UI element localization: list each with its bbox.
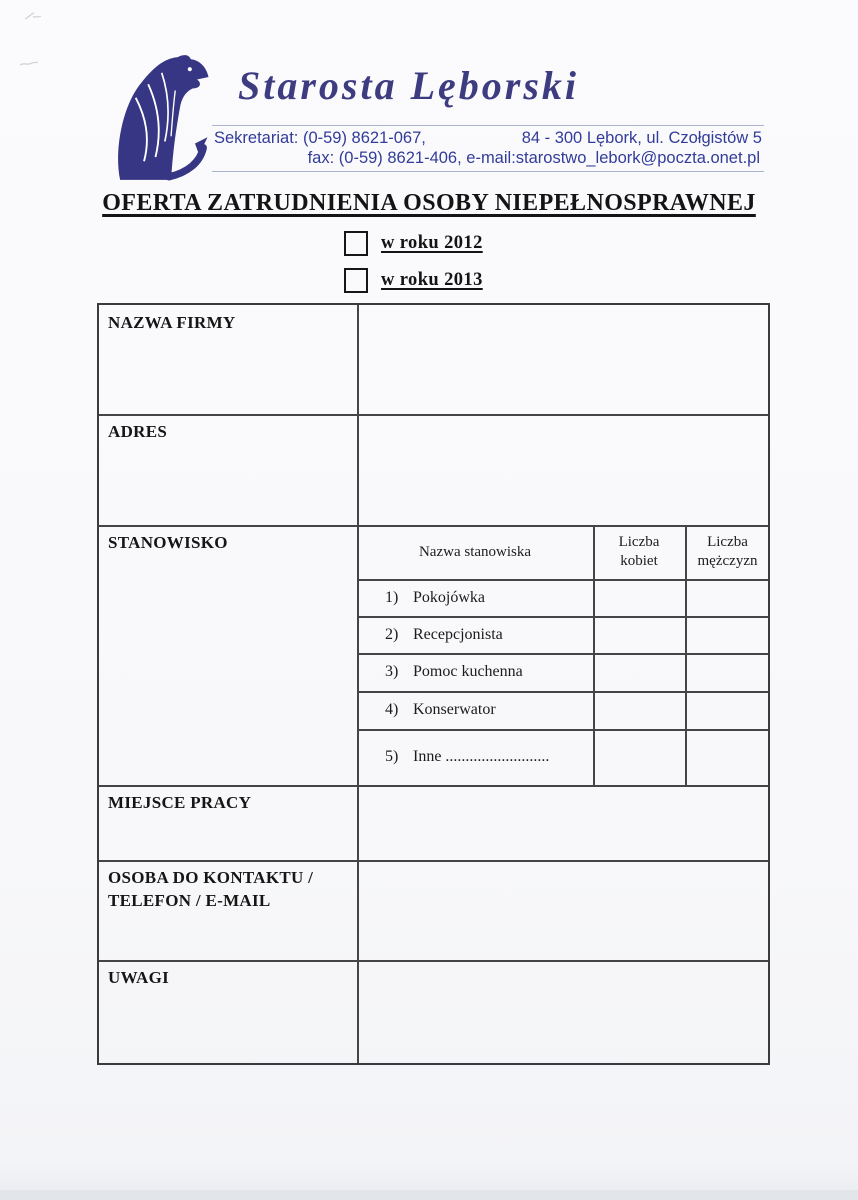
form-table: [97, 303, 770, 1065]
row-label-miejsce-pracy: MIEJSCE PRACY: [108, 793, 252, 812]
position-number: 3): [385, 663, 399, 680]
col-header-liczba-mezczyzn: [685, 525, 770, 579]
recepcjonista-kobiet-cell[interactable]: [595, 617, 684, 652]
adres-field[interactable]: [359, 415, 770, 524]
col-header-liczba-kobiet-text: Liczba kobiet: [618, 534, 660, 569]
konserwator-kobiet-cell[interactable]: [595, 692, 684, 728]
col-header-liczba-mezczyzn-text: Liczba mężczyzn: [697, 534, 758, 569]
position-number: 5): [385, 748, 399, 765]
contact-block: [212, 125, 764, 172]
document-title: OFERTA ZATRUDNIENIA OSOBY NIEPEŁNOSPRAWNEJ: [102, 190, 756, 216]
position-name: Pomoc kuchenna: [413, 663, 523, 680]
contact-phone: Sekretariat: (0-59) 8621-067,: [214, 129, 426, 147]
position-name: Inne ..........................: [413, 748, 550, 765]
miejsce-pracy-field[interactable]: [359, 786, 770, 859]
contact-address: 84 - 300 Lębork, ul. Czołgistów 5: [521, 129, 762, 147]
position-name: Recepcjonista: [413, 625, 503, 643]
inne-kobiet-cell[interactable]: [595, 730, 684, 784]
inne-mezczyzn-cell[interactable]: [687, 730, 770, 784]
col-header-nazwa-stanowiska: Nazwa stanowiska: [418, 543, 532, 560]
row-label-osoba-kontaktu: OSOBA DO KONTAKTU / TELEFON / E-MAIL: [108, 868, 314, 910]
row-label-nazwa-firmy: NAZWA FIRMY: [108, 313, 236, 332]
row-label-adres: ADRES: [108, 422, 168, 441]
row-label-stanowisko: STANOWISKO: [108, 533, 228, 552]
position-number: 2): [385, 625, 399, 643]
organization-name: Starosta Lęborski: [238, 63, 580, 108]
row-label-uwagi: UWAGI: [108, 968, 170, 987]
pomoc-kuchenna-mezczyzn-cell[interactable]: [687, 654, 770, 690]
year-2013-checkbox[interactable]: [344, 268, 368, 293]
pomoc-kuchenna-kobiet-cell[interactable]: [595, 654, 684, 690]
position-row-recepcjonista: [357, 616, 593, 653]
year-2012-checkbox[interactable]: [344, 231, 368, 256]
pokojowka-kobiet-cell[interactable]: [595, 580, 684, 615]
position-number: 1): [385, 588, 399, 606]
contact-line-2: fax: (0-59) 8621-406, e-mail:starostwo_lebork@poczta.onet.pl: [307, 149, 760, 167]
uwagi-field[interactable]: [359, 961, 770, 1063]
position-number: 4): [385, 701, 399, 718]
position-name: Pokojówka: [413, 588, 485, 606]
position-row-pomoc-kuchenna: [357, 653, 593, 691]
year-option-2012: [344, 231, 483, 256]
scanner-edge: [0, 1190, 858, 1200]
position-row-pokojowka: [357, 579, 593, 616]
konserwator-mezczyzn-cell[interactable]: [687, 692, 770, 728]
letterhead: [0, 0, 858, 185]
year-2013-label: w roku 2013: [381, 270, 483, 290]
position-row-inne: [357, 729, 593, 785]
year-2012-label: w roku 2012: [381, 233, 483, 253]
position-row-konserwator: [357, 691, 593, 729]
osoba-kontaktu-field[interactable]: [359, 861, 770, 959]
pokojowka-mezczyzn-cell[interactable]: [687, 580, 770, 615]
recepcjonista-mezczyzn-cell[interactable]: [687, 617, 770, 652]
nazwa-firmy-field[interactable]: [359, 305, 770, 414]
contact-line-1: [214, 128, 762, 148]
year-option-2013: [344, 268, 483, 293]
position-name: Konserwator: [413, 701, 496, 718]
col-header-liczba-kobiet: [593, 525, 685, 579]
